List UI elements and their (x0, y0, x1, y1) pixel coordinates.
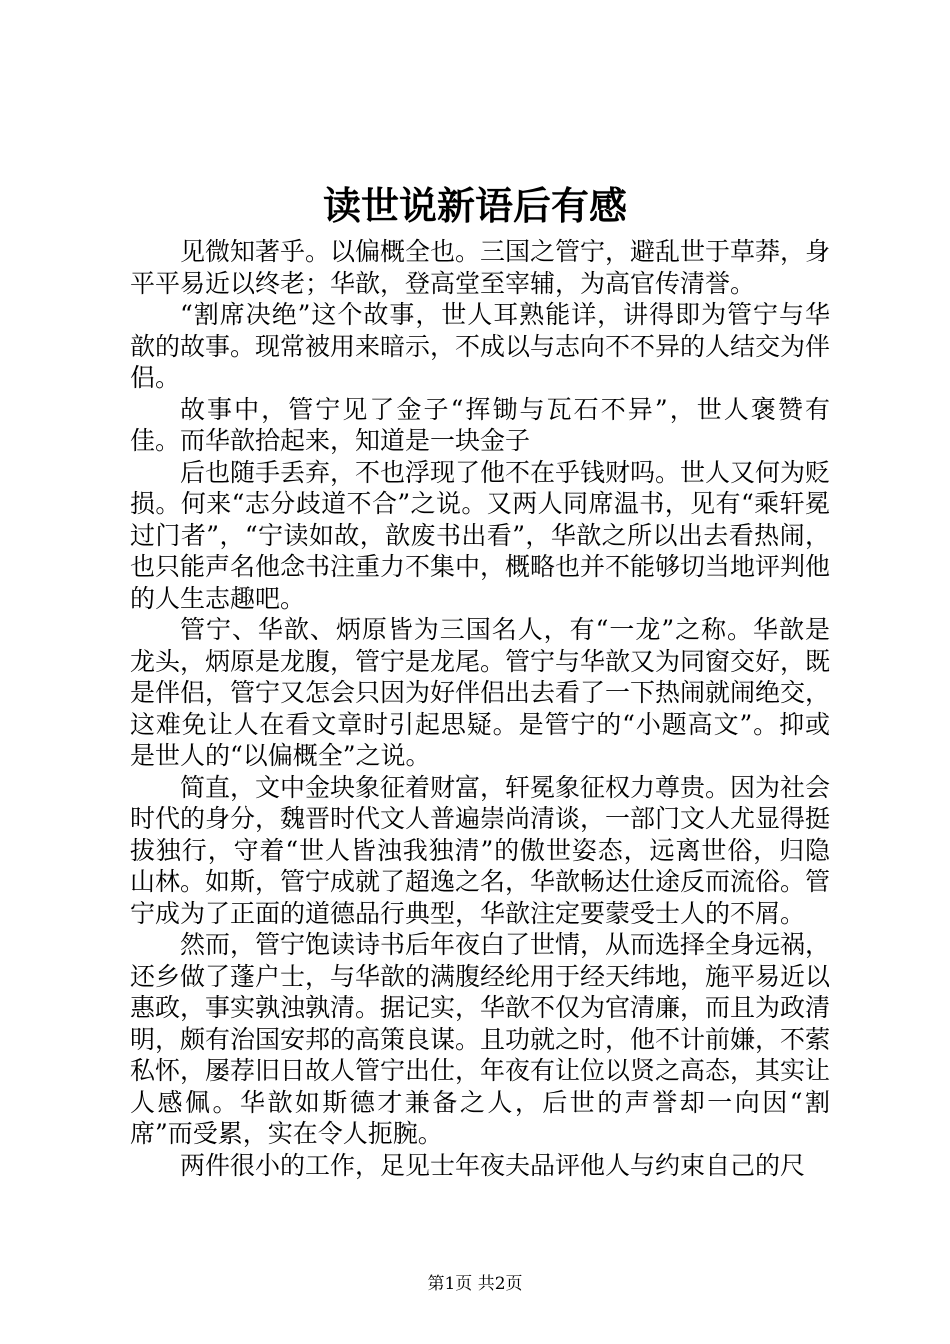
paragraph-3: 故事中，管宁见了金子“挥锄与瓦石不异”，世人褒赞有佳。而华歆拾起来，知道是一块金子 (130, 394, 830, 455)
document-body (130, 236, 830, 1181)
paragraph-5: 管宁、华歆、炳原皆为三国名人，有“一龙”之称。华歆是龙头，炳原是龙腹，管宁是龙尾。管宁与华歆又为同窗交好，既是伴侣，管宁又怎会只因为好伴侣出去看了一下热闹就闹绝交，这难免让人在看文章时引起思疑。是管宁的“小题高文”。抑或是世人的“以偏概全”之说。 (130, 615, 831, 770)
paragraph-2: “割席决绝”这个故事，世人耳熟能详，讲得即为管宁与华歆的故事。现常被用来暗示，不成以与志向不不异的人结交为伴侣。 (130, 300, 831, 392)
paragraph-4: 后也随手丢弃，不也浮现了他不在乎钱财吗。世人又何为贬损。何来“志分歧道不合”之说。又两人同席温书，见有“乘轩冕过门者”，“宁读如故，歆废书出看”，华歆之所以出去看热闹，也只能声名他念书注重力不集中，概略也并不能够切当地评判他的人生志趣吧。 (130, 457, 831, 613)
document-title: 读世说新语后有感 (322, 183, 627, 228)
paragraph-8: 两件很小的工作，足见士年夜夫品评他人与约束自己的尺 (180, 1150, 806, 1180)
paragraph-1: 见微知著乎。以偏概全也。三国之管宁，避乱世于草莽，身平平易近以终老；华歆，登高堂至宰辅，为高官传清誉。 (130, 237, 831, 298)
paragraph-6: 简直，文中金块象征着财富，轩冕象征权力尊贵。因为社会时代的身分，魏晋时代文人普遍崇尚清谈，一部门文人尤显得挺拔独行，守着“世人皆浊我独清”的傲世姿态，远离世俗，归隐山林。如斯，管宁成就了超逸之名，华歆畅达仕途反而流俗。管宁成为了正面的道德品行典型，华歆注定要蒙受士人的不屑。 (130, 772, 831, 928)
paragraph-7: 然而，管宁饱读诗书后年夜白了世情，从而选择全身远祸，还乡做了蓬户士，与华歆的满腹经纶用于经天纬地，施平易近以惠政，事实孰浊孰清。据记实，华歆不仅为官清廉，而且为政清明，颇有治国安邦的高策良谋。且功就之时，他不计前嫌，不萦私怀，屡荐旧日故人管宁出仕，年夜有让位以贤之高态，其实让人感佩。华歆如斯德才兼备之人，后世的声誉却一向因“割席”而受累，实在令人扼腕。 (130, 930, 831, 1148)
page-footer: 第1页 共2页 (427, 1274, 523, 1294)
